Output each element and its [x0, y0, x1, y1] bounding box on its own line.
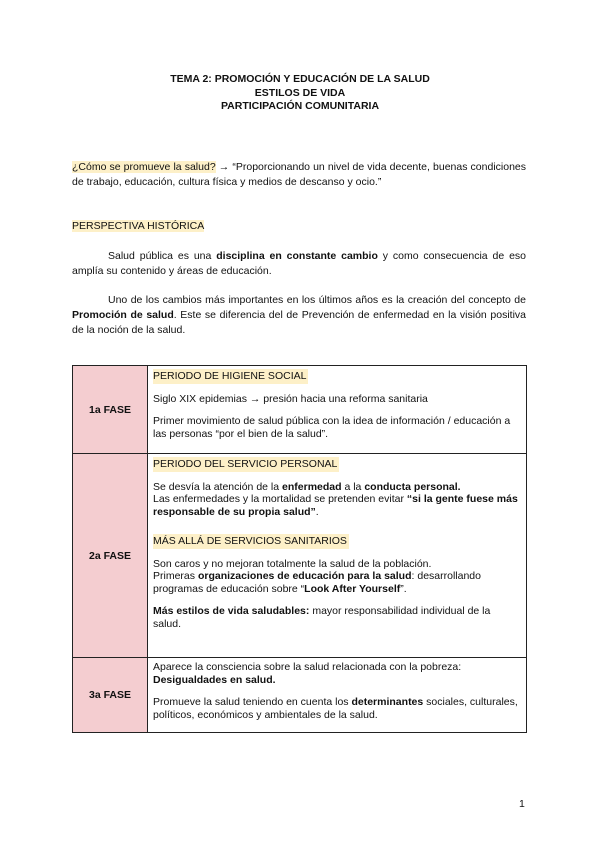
intro-arrow: →: [215, 161, 233, 173]
phase-2-p3-b: mayor responsabilidad individual de la salud.: [153, 605, 491, 630]
intro-question: ¿Cómo se promueve la salud?: [72, 161, 216, 173]
title-line-2: ESTILOS DE VIDA: [254, 86, 346, 99]
paragraph-1-bold: disciplina en constante cambio: [216, 250, 378, 262]
paragraph-2-bold: Promoción de salud: [72, 309, 174, 321]
phase-3-p1-a: Aparece la consciencia sobre la salud relacionada con la pobreza:: [153, 661, 462, 673]
phase-2-p2-a: Son caros y no mejoran totalmente la salud de la población.: [153, 557, 432, 570]
intro-paragraph: [72, 160, 526, 190]
phase-2-p1-b: enfermedad: [282, 480, 342, 493]
phase-1-heading: PERIODO DE HIGIENE SOCIAL: [153, 370, 307, 382]
paragraph-2-before: Uno de los cambios más importantes en los últimos años es la creación del concepto de: [108, 294, 526, 306]
phase-2-p3-a: Más estilos de vida saludables:: [153, 605, 310, 617]
phase-3-label: 3a FASE: [73, 658, 148, 733]
phases-table: [72, 365, 527, 733]
phase-2-p2-c: organizaciones de educación para la salud: [197, 570, 412, 582]
phase-2-p1-d: conducta personal.: [364, 480, 461, 493]
phase-row-1: [73, 366, 527, 454]
phase-2-p1-a: Se desvía la atención de la: [153, 480, 283, 493]
section-title-text: PERSPECTIVA HISTÓRICA: [72, 220, 205, 232]
phase-3-content: [148, 658, 527, 733]
phase-3-p1-b: Desigualdades en salud.: [153, 673, 276, 686]
phase-1-line-2: Primer movimiento de salud pública con la idea de información / educación a las personas “por el bien de la salud”.: [153, 415, 511, 440]
phase-2-p2-d: : desarrollando programas de educación sobre “: [153, 570, 481, 595]
paragraph-1-before: Salud pública es una: [108, 250, 217, 262]
phase-1-label: 1a FASE: [73, 366, 148, 454]
phase-2-paragraph-1: [153, 481, 521, 519]
phase-2-p2-e: Look After Yourself: [304, 582, 401, 595]
phase-2-paragraph-2: [153, 558, 521, 596]
phase-2-p2-f: ”.: [400, 582, 407, 595]
phase-1-line-1: Siglo XIX epidemias → presión hacia una reforma sanitaria: [153, 392, 428, 405]
phase-3-paragraph-1: [153, 661, 521, 686]
phase-3-p2-a: Promueve la salud teniendo en cuenta los: [153, 696, 352, 708]
paragraph-1: [72, 249, 526, 279]
phase-2-p2-b: Primeras: [153, 570, 198, 582]
intro-answer: “Proporcionando un nivel de vida decente, buenas condiciones de trabajo, educación, cultura física y medios de descanso y ocio.”: [72, 161, 526, 188]
phase-2-heading-2: MÁS ALLÁ DE SERVICIOS SANITARIOS: [153, 535, 347, 547]
phase-2-label: 2a FASE: [73, 454, 148, 658]
phase-row-3: [73, 658, 527, 733]
phase-2-p1-g: .: [315, 505, 319, 518]
document-title: [0, 73, 600, 114]
paragraph-2: [72, 293, 526, 338]
phase-row-2: [73, 454, 527, 658]
section-title: [72, 219, 204, 233]
title-line-3: PARTICIPACIÓN COMUNITARIA: [220, 100, 380, 112]
paragraph-1-after: y como consecuencia de eso amplía su contenido y áreas de educación.: [72, 250, 526, 277]
page-number: 1: [519, 798, 525, 810]
phase-2-paragraph-3: [153, 605, 521, 630]
phase-2-heading-1: PERIODO DEL SERVICIO PERSONAL: [153, 458, 338, 470]
phase-2-p1-e: Las enfermedades y la mortalidad se pretenden evitar: [153, 493, 407, 505]
phase-2-p1-c: a la: [341, 480, 365, 493]
title-line-1: TEMA 2: PROMOCIÓN Y EDUCACIÓN DE LA SALUD: [170, 73, 430, 85]
phase-1-content: [148, 366, 527, 454]
phase-3-paragraph-2: [153, 696, 521, 721]
phase-3-p2-b: determinantes: [351, 696, 424, 708]
phase-2-content: [148, 454, 527, 658]
phase-2-p1-f: “si la gente fuese más responsable de su propia salud”: [153, 493, 518, 518]
paragraph-2-after: . Este se diferencia del de Prevención de enfermedad en la visión positiva de la noción de la salud.: [72, 309, 526, 336]
phase-3-p2-c: sociales, culturales, políticos, económicos y ambientales de la salud.: [153, 696, 518, 721]
